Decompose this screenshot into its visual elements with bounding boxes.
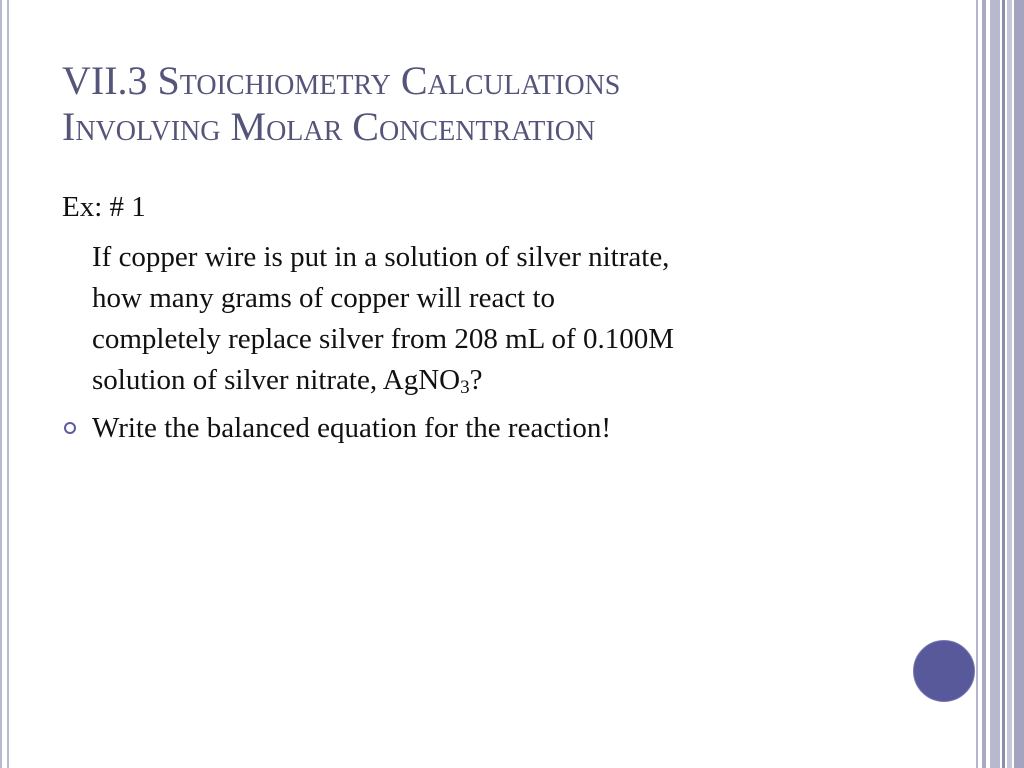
bullet-text: Write the balanced equation for the reaction! [92,412,611,444]
decorative-circle [913,640,975,702]
stripe [1007,0,1012,768]
slide-title [62,58,922,150]
question-line-2: how many grams of copper will react to [92,282,556,314]
subscript-3: 3 [460,377,470,398]
left-border-line-inner [7,0,9,768]
question-line-4-prefix: solution of silver nitrate, AgNO [92,364,461,396]
title-line-1: VII.3 Stoichiometry Calculations [62,58,621,103]
left-border-line [0,0,2,768]
stripe [990,0,1000,768]
question-line-4 [92,360,912,401]
bullet-circle-icon [64,422,76,434]
title-line-2: Involving Molar Concentration [62,104,596,149]
question-line-1: If copper wire is put in a solution of silver nitrate, [92,241,670,273]
stripe [1014,0,1024,768]
stripe [976,0,978,768]
stripe [982,0,986,768]
example-label: Ex: # 1 [62,191,146,223]
right-decorative-stripes [976,0,1024,768]
question-text [92,237,912,401]
question-line-3: completely replace silver from 208 mL of 0.100M [92,323,674,355]
question-line-4-suffix: ? [469,364,483,396]
stripe [1002,0,1005,768]
